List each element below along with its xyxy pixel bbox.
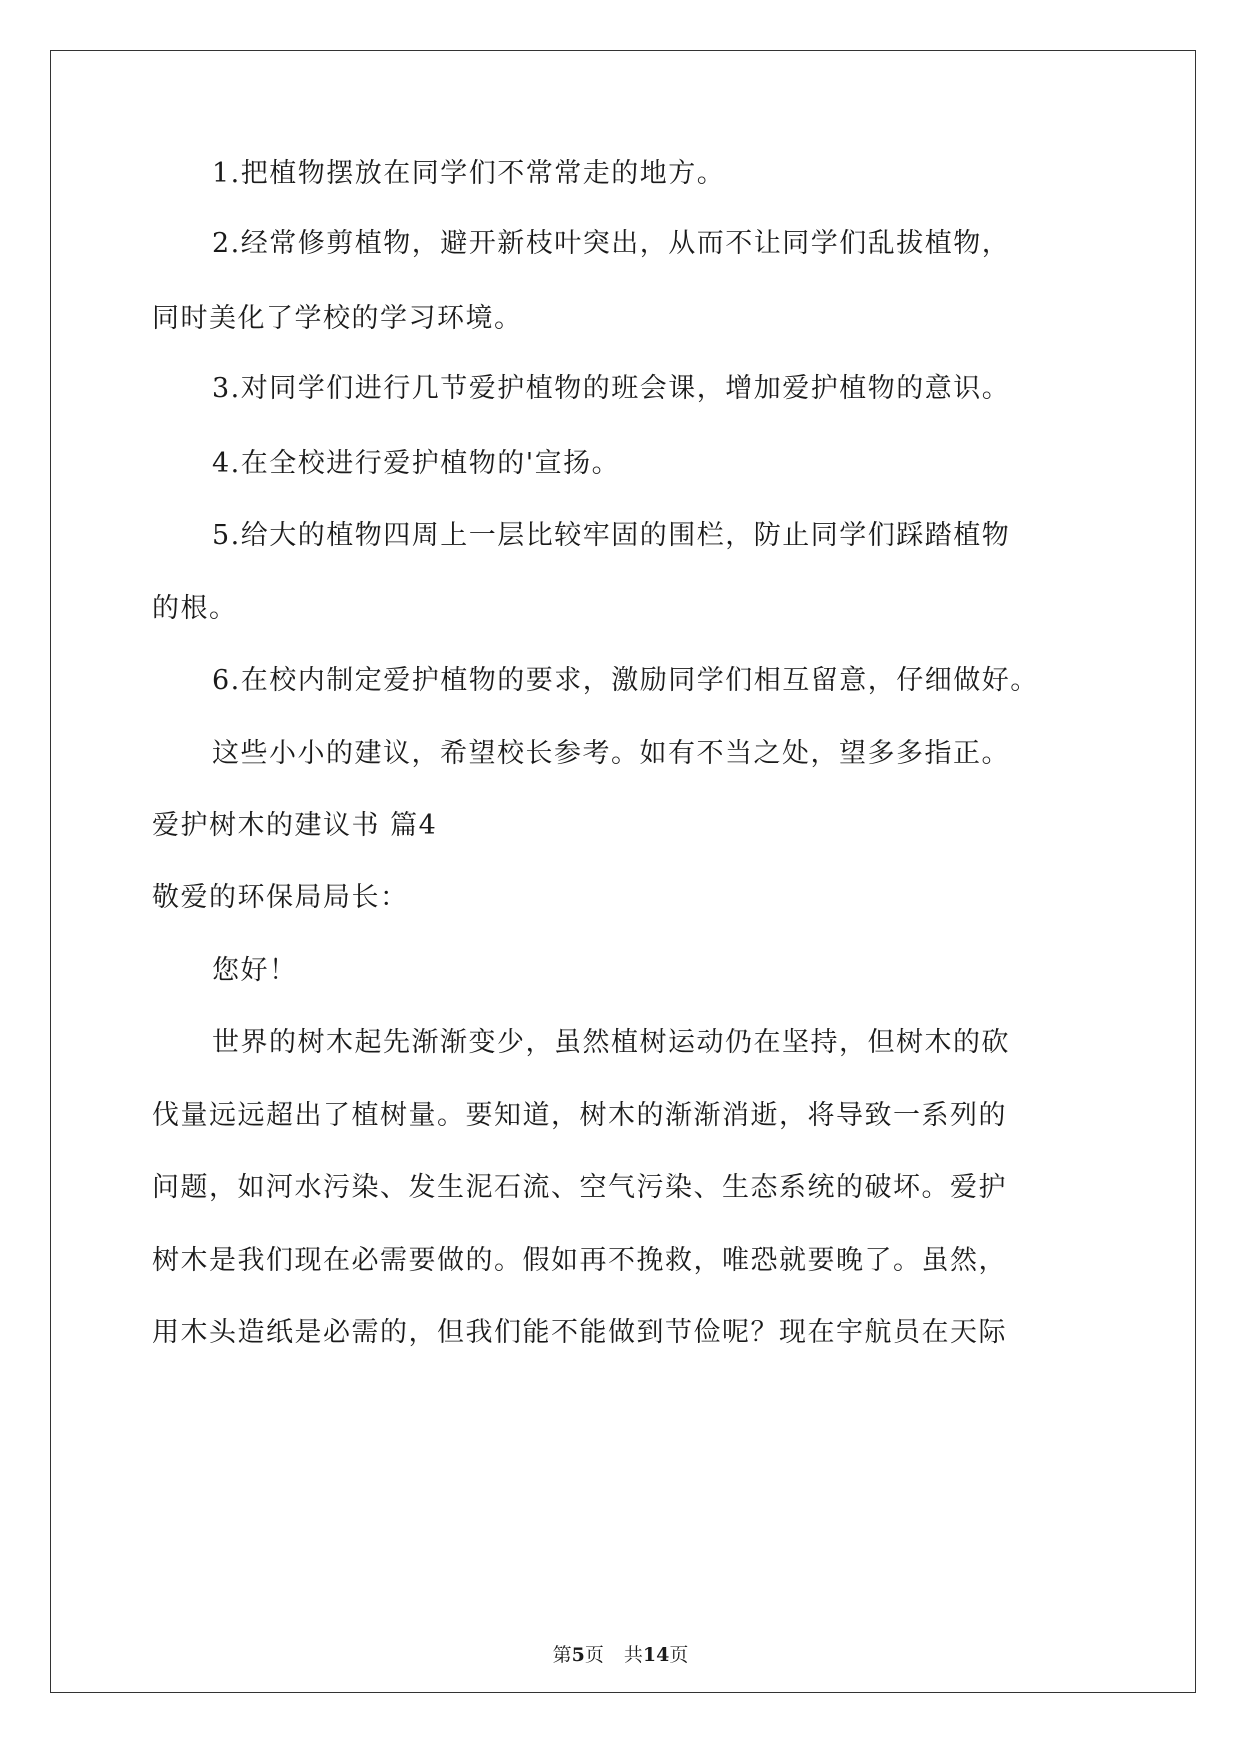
list-item-2-continued: 同时美化了学校的学习环境。 <box>152 303 523 334</box>
greeting: 您好！ <box>212 955 298 986</box>
list-item-4: 4.在全校进行爱护植物的'宣扬。 <box>212 448 621 479</box>
footer-total-number: 14 <box>642 1644 670 1666</box>
body-line-4: 树木是我们现在必需要做的。假如再不挽救，唯恐就要晚了。虽然， <box>152 1245 1007 1276</box>
page-frame <box>50 50 1196 1693</box>
list-item-1: 1.把植物摆放在同学们不常常走的地方。 <box>212 158 726 189</box>
salutation: 敬爱的环保局局长： <box>152 882 409 913</box>
footer-page-suffix: 页 <box>584 1644 604 1666</box>
list-item-5: 5.给大的植物四周上一层比较牢固的围栏，防止同学们踩踏植物 <box>212 520 1011 551</box>
list-item-2: 2.经常修剪植物，避开新枝叶突出，从而不让同学们乱拔植物， <box>212 228 1011 259</box>
list-item-6: 6.在校内制定爱护植物的要求，激励同学们相互留意，仔细做好。 <box>212 665 1039 696</box>
closing-paragraph: 这些小小的建议，希望校长参考。如有不当之处，望多多指正。 <box>212 738 1010 769</box>
body-line-3: 问题，如河水污染、发生泥石流、空气污染、生态系统的破坏。爱护 <box>152 1172 1007 1203</box>
footer-page-prefix: 第 <box>552 1644 572 1666</box>
section-heading: 爱护树木的建议书 篇4 <box>152 810 438 841</box>
page-footer <box>0 1643 1241 1667</box>
body-line-2: 伐量远远超出了植树量。要知道，树木的渐渐消逝，将导致一系列的 <box>152 1100 1007 1131</box>
footer-page-number: 5 <box>571 1644 585 1666</box>
footer-total-suffix: 页 <box>669 1644 689 1666</box>
footer-total-prefix: 共 <box>623 1644 643 1666</box>
body-line-5: 用木头造纸是必需的，但我们能不能做到节俭呢？现在宇航员在天际 <box>152 1317 1007 1348</box>
list-item-5-continued: 的根。 <box>152 593 238 624</box>
list-item-3: 3.对同学们进行几节爱护植物的班会课，增加爱护植物的意识。 <box>212 373 1011 404</box>
body-line-1: 世界的树木起先渐渐变少，虽然植树运动仍在坚持，但树木的砍 <box>212 1027 1010 1058</box>
